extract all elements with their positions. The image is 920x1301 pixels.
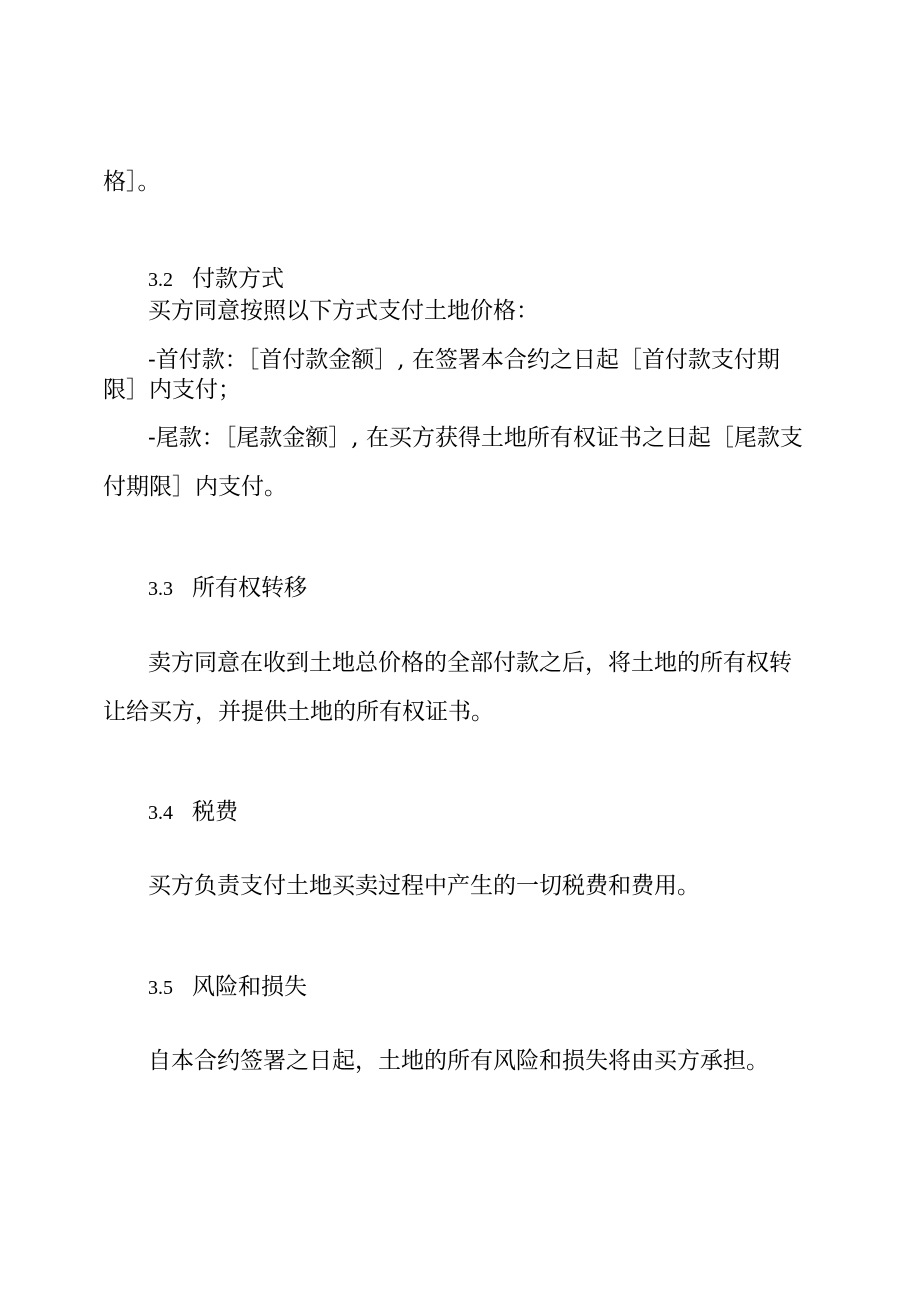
section-heading-3-5	[148, 972, 307, 1003]
paragraph-line: 买方负责支付土地买卖过程中产生的一切税费和费用。	[148, 873, 700, 899]
paragraph-line: 付期限］内支付。	[103, 474, 287, 500]
paragraph-line: 让给买方，并提供土地的所有权证书。	[103, 699, 494, 725]
section-title: 付款方式	[192, 266, 284, 292]
section-heading-3-2	[148, 264, 284, 295]
paragraph-line: 自本合约签署之日起，土地的所有风险和损失将由买方承担。	[148, 1048, 769, 1074]
section-title: 税费	[192, 799, 238, 825]
section-number: 3.4	[148, 802, 173, 824]
paragraph-line: -尾款：［尾款金额］, 在买方获得土地所有权证书之日起［尾款支	[148, 425, 803, 451]
section-heading-3-4	[148, 797, 238, 828]
paragraph-line: -首付款：［首付款金额］, 在签署本合约之日起［首付款支付期	[148, 347, 780, 373]
paragraph-line: 买方同意按照以下方式支付土地价格：	[148, 298, 539, 324]
section-title: 风险和损失	[192, 974, 307, 1000]
section-number: 3.2	[148, 269, 173, 291]
section-number: 3.5	[148, 977, 173, 999]
paragraph-line: 卖方同意在收到土地总价格的全部付款之后，将土地的所有权转	[148, 650, 792, 676]
section-title: 所有权转移	[192, 575, 307, 601]
section-number: 3.3	[148, 578, 173, 600]
continued-text: 格］。	[103, 169, 161, 195]
section-heading-3-3	[148, 573, 307, 604]
paragraph-line: 限］内支付；	[103, 377, 241, 403]
